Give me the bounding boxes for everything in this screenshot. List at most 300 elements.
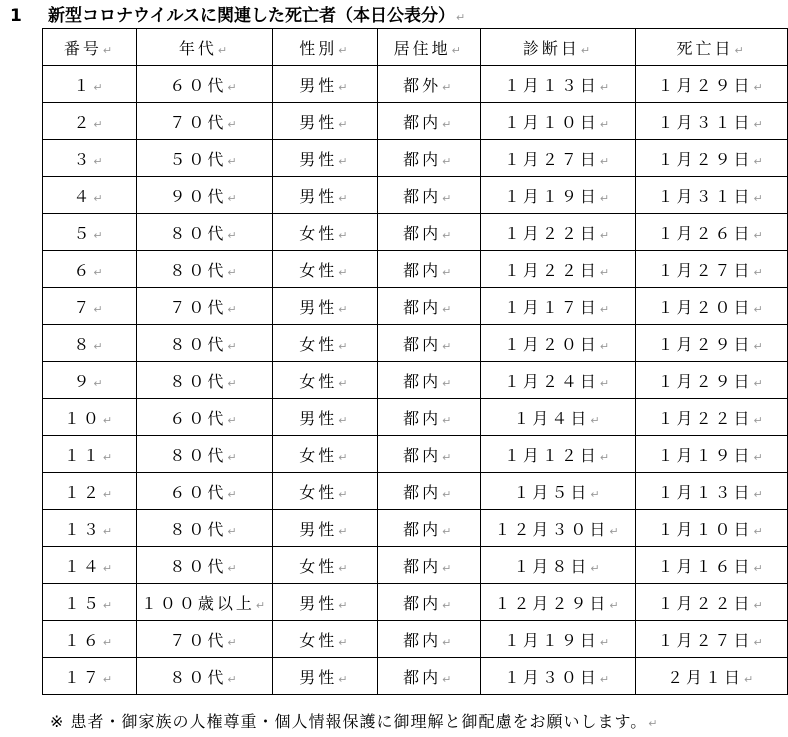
cell-mark-icon: ↵ bbox=[442, 672, 455, 686]
cell-value: 都内 bbox=[403, 149, 442, 169]
cell-mark-icon: ↵ bbox=[580, 43, 594, 57]
cell-sex bbox=[273, 510, 378, 547]
table-row bbox=[43, 436, 788, 473]
cell-mark-icon: ↵ bbox=[338, 265, 351, 279]
cell-mark-icon: ↵ bbox=[442, 154, 455, 168]
cell-diagnosis-date bbox=[480, 473, 635, 510]
cell-value: ２ bbox=[73, 112, 93, 132]
table-row bbox=[43, 510, 788, 547]
cell-mark-icon: ↵ bbox=[753, 635, 766, 649]
cell-value: 都内 bbox=[403, 667, 442, 687]
column-header-age-group bbox=[136, 29, 272, 66]
cell-value: 女性 bbox=[299, 371, 338, 391]
cell-value: 都内 bbox=[403, 297, 442, 317]
cell-value: １月２９日 bbox=[657, 371, 753, 391]
cell-value: １月１９日 bbox=[503, 186, 599, 206]
cell-sex bbox=[273, 547, 378, 584]
cell-mark-icon: ↵ bbox=[93, 80, 106, 94]
cell-age-group bbox=[136, 473, 272, 510]
column-header-death-date bbox=[636, 29, 788, 66]
cell-sex bbox=[273, 584, 378, 621]
cell-mark-icon: ↵ bbox=[442, 635, 455, 649]
cell-sex bbox=[273, 288, 378, 325]
cell-diagnosis-date bbox=[480, 288, 635, 325]
column-header-label: 死亡日 bbox=[676, 38, 734, 58]
cell-mark-icon: ↵ bbox=[338, 561, 351, 575]
cell-value: １月２２日 bbox=[503, 223, 599, 243]
cell-value: ８０代 bbox=[169, 334, 227, 354]
cell-death-date bbox=[636, 103, 788, 140]
cell-sex bbox=[273, 658, 378, 695]
cell-number bbox=[43, 177, 137, 214]
cell-value: ９０代 bbox=[169, 186, 227, 206]
cell-mark-icon: ↵ bbox=[753, 154, 766, 168]
header-row bbox=[43, 29, 788, 66]
cell-value: ５０代 bbox=[169, 149, 227, 169]
cell-value: 男性 bbox=[299, 593, 338, 613]
cell-diagnosis-date bbox=[480, 325, 635, 362]
column-header-residence bbox=[377, 29, 480, 66]
cell-mark-icon: ↵ bbox=[753, 191, 766, 205]
cell-value: １２月３０日 bbox=[494, 519, 609, 539]
cell-value: １４ bbox=[63, 556, 102, 576]
cell-value: ５ bbox=[73, 223, 93, 243]
cell-mark-icon: ↵ bbox=[753, 487, 766, 501]
cell-diagnosis-date bbox=[480, 362, 635, 399]
column-header-label: 居住地 bbox=[393, 38, 451, 58]
cell-value: １７ bbox=[63, 667, 102, 687]
cell-value: ２月１日 bbox=[666, 667, 743, 687]
column-header-sex bbox=[273, 29, 378, 66]
cell-mark-icon: ↵ bbox=[743, 672, 757, 686]
cell-sex bbox=[273, 473, 378, 510]
cell-mark-icon: ↵ bbox=[227, 376, 240, 390]
cell-value: １月１２日 bbox=[503, 445, 599, 465]
cell-value: １月１６日 bbox=[657, 556, 753, 576]
cell-mark-icon: ↵ bbox=[753, 80, 766, 94]
cell-sex bbox=[273, 251, 378, 288]
cell-mark-icon: ↵ bbox=[609, 524, 622, 538]
cell-value: １０ bbox=[63, 408, 102, 428]
cell-mark-icon: ↵ bbox=[102, 672, 116, 686]
cell-mark-icon: ↵ bbox=[753, 450, 766, 464]
cell-mark-icon: ↵ bbox=[338, 80, 351, 94]
cell-mark-icon: ↵ bbox=[93, 228, 106, 242]
cell-value: 都内 bbox=[403, 593, 442, 613]
cell-death-date bbox=[636, 584, 788, 621]
column-header-diagnosis-date bbox=[480, 29, 635, 66]
table-row bbox=[43, 66, 788, 103]
cell-mark-icon: ↵ bbox=[590, 561, 603, 575]
cell-mark-icon: ↵ bbox=[227, 191, 240, 205]
cell-mark-icon: ↵ bbox=[753, 302, 766, 316]
cell-mark-icon: ↵ bbox=[442, 524, 455, 538]
cell-value: 都内 bbox=[403, 371, 442, 391]
cell-mark-icon: ↵ bbox=[338, 635, 351, 649]
privacy-note-text: ※ 患者・御家族の人権尊重・個人情報保護に御理解と御配慮をお願いします。 bbox=[50, 712, 648, 731]
cell-value: 男性 bbox=[299, 186, 338, 206]
cell-death-date bbox=[636, 66, 788, 103]
cell-age-group bbox=[136, 288, 272, 325]
cell-value: ７０代 bbox=[169, 630, 227, 650]
cell-mark-icon: ↵ bbox=[442, 117, 455, 131]
cell-value: ６０代 bbox=[169, 408, 227, 428]
paragraph-mark-icon: ↵ bbox=[455, 11, 466, 24]
cell-diagnosis-date bbox=[480, 251, 635, 288]
cell-value: １ bbox=[73, 75, 93, 95]
cell-mark-icon: ↵ bbox=[255, 598, 269, 612]
cell-mark-icon: ↵ bbox=[338, 524, 351, 538]
cell-mark-icon: ↵ bbox=[442, 413, 455, 427]
cell-value: 都内 bbox=[403, 556, 442, 576]
cell-value: １３ bbox=[63, 519, 102, 539]
cell-mark-icon: ↵ bbox=[442, 487, 455, 501]
cell-value: １月１９日 bbox=[657, 445, 753, 465]
cell-mark-icon: ↵ bbox=[599, 376, 613, 390]
cell-value: １月３１日 bbox=[657, 186, 753, 206]
cell-mark-icon: ↵ bbox=[753, 561, 766, 575]
cell-residence bbox=[377, 621, 480, 658]
cell-value: ８０代 bbox=[169, 556, 227, 576]
cell-number bbox=[43, 362, 137, 399]
table-row bbox=[43, 362, 788, 399]
cell-number bbox=[43, 621, 137, 658]
cell-mark-icon: ↵ bbox=[338, 154, 351, 168]
cell-value: ６０代 bbox=[169, 482, 227, 502]
cell-mark-icon: ↵ bbox=[227, 117, 240, 131]
cell-value: 都内 bbox=[403, 630, 442, 650]
cell-mark-icon: ↵ bbox=[217, 43, 231, 57]
cell-value: ７０代 bbox=[169, 297, 227, 317]
cell-value: １月２４日 bbox=[503, 371, 599, 391]
cell-residence bbox=[377, 214, 480, 251]
cell-age-group bbox=[136, 140, 272, 177]
cell-value: 女性 bbox=[299, 482, 338, 502]
cell-value: ６ bbox=[73, 260, 93, 280]
cell-residence bbox=[377, 177, 480, 214]
cell-number bbox=[43, 510, 137, 547]
cell-value: １６ bbox=[63, 630, 102, 650]
cell-value: ８０代 bbox=[169, 667, 227, 687]
cell-death-date bbox=[636, 362, 788, 399]
cell-death-date bbox=[636, 621, 788, 658]
cell-mark-icon: ↵ bbox=[753, 265, 766, 279]
paragraph-mark-icon: ↵ bbox=[648, 717, 659, 730]
cell-mark-icon: ↵ bbox=[227, 80, 240, 94]
cell-diagnosis-date bbox=[480, 436, 635, 473]
cell-sex bbox=[273, 399, 378, 436]
cell-mark-icon: ↵ bbox=[338, 450, 351, 464]
cell-mark-icon: ↵ bbox=[599, 450, 613, 464]
cell-number bbox=[43, 140, 137, 177]
cell-value: ８０代 bbox=[169, 260, 227, 280]
cell-number bbox=[43, 473, 137, 510]
cell-value: １１ bbox=[63, 445, 102, 465]
cell-value: 都内 bbox=[403, 519, 442, 539]
cell-value: １月８日 bbox=[513, 556, 590, 576]
cell-value: ８０代 bbox=[169, 445, 227, 465]
cell-mark-icon: ↵ bbox=[102, 43, 116, 57]
cell-mark-icon: ↵ bbox=[338, 672, 351, 686]
cell-value: １月５日 bbox=[513, 482, 590, 502]
table-body bbox=[43, 66, 788, 695]
cell-value: 都内 bbox=[403, 260, 442, 280]
cell-mark-icon: ↵ bbox=[599, 635, 613, 649]
cell-age-group bbox=[136, 214, 272, 251]
cell-value: 女性 bbox=[299, 334, 338, 354]
cell-residence bbox=[377, 140, 480, 177]
cell-value: １月２２日 bbox=[657, 593, 753, 613]
cell-value: １月２２日 bbox=[657, 408, 753, 428]
cell-value: 都内 bbox=[403, 445, 442, 465]
cell-mark-icon: ↵ bbox=[102, 598, 116, 612]
cell-mark-icon: ↵ bbox=[102, 413, 116, 427]
cell-value: １００歳以上 bbox=[140, 593, 255, 613]
cell-value: 女性 bbox=[299, 556, 338, 576]
cell-value: １月１３日 bbox=[657, 482, 753, 502]
cell-sex bbox=[273, 362, 378, 399]
cell-sex bbox=[273, 177, 378, 214]
cell-value: 都内 bbox=[403, 223, 442, 243]
cell-value: １月２７日 bbox=[657, 260, 753, 280]
cell-value: ８０代 bbox=[169, 223, 227, 243]
cell-mark-icon: ↵ bbox=[442, 376, 455, 390]
cell-death-date bbox=[636, 473, 788, 510]
cell-mark-icon: ↵ bbox=[442, 450, 455, 464]
cell-death-date bbox=[636, 510, 788, 547]
cell-mark-icon: ↵ bbox=[102, 524, 116, 538]
table-row bbox=[43, 399, 788, 436]
cell-mark-icon: ↵ bbox=[590, 413, 603, 427]
cell-value: ８ bbox=[73, 334, 93, 354]
cell-value: １月４日 bbox=[513, 408, 590, 428]
cell-mark-icon: ↵ bbox=[753, 376, 766, 390]
cell-death-date bbox=[636, 325, 788, 362]
cell-mark-icon: ↵ bbox=[599, 191, 613, 205]
cell-number bbox=[43, 325, 137, 362]
cell-mark-icon: ↵ bbox=[599, 154, 613, 168]
cell-value: ９ bbox=[73, 371, 93, 391]
cell-mark-icon: ↵ bbox=[442, 191, 455, 205]
cell-value: １月１９日 bbox=[503, 630, 599, 650]
cell-value: １月２７日 bbox=[503, 149, 599, 169]
cell-value: 女性 bbox=[299, 445, 338, 465]
cell-mark-icon: ↵ bbox=[338, 302, 351, 316]
cell-value: １月１７日 bbox=[503, 297, 599, 317]
cell-residence bbox=[377, 325, 480, 362]
cell-residence bbox=[377, 473, 480, 510]
cell-value: １２ bbox=[63, 482, 102, 502]
table-row bbox=[43, 473, 788, 510]
cell-number bbox=[43, 399, 137, 436]
cell-death-date bbox=[636, 251, 788, 288]
cell-mark-icon: ↵ bbox=[93, 376, 106, 390]
cell-residence bbox=[377, 103, 480, 140]
cell-mark-icon: ↵ bbox=[599, 672, 613, 686]
cell-mark-icon: ↵ bbox=[442, 561, 455, 575]
cell-diagnosis-date bbox=[480, 103, 635, 140]
cell-mark-icon: ↵ bbox=[102, 487, 116, 501]
table-row bbox=[43, 621, 788, 658]
cell-residence bbox=[377, 510, 480, 547]
cell-value: 男性 bbox=[299, 297, 338, 317]
cell-value: １月２０日 bbox=[503, 334, 599, 354]
cell-mark-icon: ↵ bbox=[753, 524, 766, 538]
cell-diagnosis-date bbox=[480, 140, 635, 177]
cell-mark-icon: ↵ bbox=[442, 302, 455, 316]
cell-mark-icon: ↵ bbox=[227, 635, 240, 649]
cell-number bbox=[43, 547, 137, 584]
cell-residence bbox=[377, 584, 480, 621]
column-header-number bbox=[43, 29, 137, 66]
cell-diagnosis-date bbox=[480, 66, 635, 103]
cell-residence bbox=[377, 362, 480, 399]
cell-death-date bbox=[636, 658, 788, 695]
cell-residence bbox=[377, 436, 480, 473]
cell-age-group bbox=[136, 251, 272, 288]
cell-mark-icon: ↵ bbox=[599, 80, 613, 94]
cell-mark-icon: ↵ bbox=[227, 265, 240, 279]
cell-mark-icon: ↵ bbox=[338, 413, 351, 427]
cell-mark-icon: ↵ bbox=[338, 487, 351, 501]
cell-value: 男性 bbox=[299, 112, 338, 132]
cell-mark-icon: ↵ bbox=[338, 43, 351, 57]
cell-mark-icon: ↵ bbox=[338, 191, 351, 205]
cell-residence bbox=[377, 288, 480, 325]
table-row bbox=[43, 325, 788, 362]
table-row bbox=[43, 214, 788, 251]
cell-age-group bbox=[136, 547, 272, 584]
cell-mark-icon: ↵ bbox=[93, 154, 106, 168]
table-header bbox=[43, 29, 788, 66]
cell-death-date bbox=[636, 140, 788, 177]
table-row bbox=[43, 288, 788, 325]
cell-mark-icon: ↵ bbox=[442, 339, 455, 353]
cell-death-date bbox=[636, 399, 788, 436]
cell-sex bbox=[273, 621, 378, 658]
cell-mark-icon: ↵ bbox=[599, 117, 613, 131]
cell-value: １月２６日 bbox=[657, 223, 753, 243]
column-header-label: 診断日 bbox=[522, 38, 580, 58]
cell-value: 都内 bbox=[403, 482, 442, 502]
table-row bbox=[43, 103, 788, 140]
cell-sex bbox=[273, 325, 378, 362]
cell-mark-icon: ↵ bbox=[442, 228, 455, 242]
cell-value: ４ bbox=[73, 186, 93, 206]
cell-sex bbox=[273, 66, 378, 103]
cell-death-date bbox=[636, 547, 788, 584]
cell-value: １５ bbox=[63, 593, 102, 613]
cell-mark-icon: ↵ bbox=[599, 339, 613, 353]
cell-value: １月２２日 bbox=[503, 260, 599, 280]
cell-value: 男性 bbox=[299, 408, 338, 428]
cell-death-date bbox=[636, 177, 788, 214]
section-number: 1 bbox=[10, 6, 22, 26]
cell-age-group bbox=[136, 66, 272, 103]
cell-age-group bbox=[136, 177, 272, 214]
cell-age-group bbox=[136, 325, 272, 362]
cell-value: １月２９日 bbox=[657, 334, 753, 354]
cell-value: １月１０日 bbox=[503, 112, 599, 132]
cell-value: ３ bbox=[73, 149, 93, 169]
cell-diagnosis-date bbox=[480, 621, 635, 658]
cell-mark-icon: ↵ bbox=[93, 339, 106, 353]
cell-number bbox=[43, 658, 137, 695]
cell-mark-icon: ↵ bbox=[451, 43, 464, 57]
cell-mark-icon: ↵ bbox=[227, 339, 240, 353]
cell-mark-icon: ↵ bbox=[442, 80, 455, 94]
cell-number bbox=[43, 436, 137, 473]
cell-mark-icon: ↵ bbox=[734, 43, 747, 57]
cell-age-group bbox=[136, 362, 272, 399]
section-title: 新型コロナウイルスに関連した死亡者（本日公表分） bbox=[48, 6, 455, 26]
cell-mark-icon: ↵ bbox=[227, 228, 240, 242]
table-row bbox=[43, 584, 788, 621]
deaths-table bbox=[42, 28, 788, 695]
column-header-label: 性別 bbox=[299, 38, 338, 58]
cell-value: ８０代 bbox=[169, 519, 227, 539]
cell-value: 都内 bbox=[403, 334, 442, 354]
cell-value: １月１３日 bbox=[503, 75, 599, 95]
cell-value: １月２７日 bbox=[657, 630, 753, 650]
cell-mark-icon: ↵ bbox=[93, 302, 106, 316]
cell-value: １月３０日 bbox=[503, 667, 599, 687]
cell-mark-icon: ↵ bbox=[753, 228, 766, 242]
cell-value: ７０代 bbox=[169, 112, 227, 132]
cell-number bbox=[43, 66, 137, 103]
cell-value: 女性 bbox=[299, 630, 338, 650]
cell-mark-icon: ↵ bbox=[338, 598, 351, 612]
cell-diagnosis-date bbox=[480, 547, 635, 584]
cell-value: 都内 bbox=[403, 112, 442, 132]
cell-value: １月３１日 bbox=[657, 112, 753, 132]
cell-value: １月２０日 bbox=[657, 297, 753, 317]
cell-value: 男性 bbox=[299, 667, 338, 687]
cell-number bbox=[43, 288, 137, 325]
cell-mark-icon: ↵ bbox=[338, 117, 351, 131]
cell-value: 男性 bbox=[299, 519, 338, 539]
cell-mark-icon: ↵ bbox=[338, 376, 351, 390]
cell-mark-icon: ↵ bbox=[338, 339, 351, 353]
cell-mark-icon: ↵ bbox=[227, 524, 240, 538]
cell-number bbox=[43, 214, 137, 251]
cell-value: 男性 bbox=[299, 75, 338, 95]
cell-mark-icon: ↵ bbox=[599, 265, 613, 279]
cell-value: １月２９日 bbox=[657, 149, 753, 169]
table-row bbox=[43, 140, 788, 177]
cell-mark-icon: ↵ bbox=[753, 413, 766, 427]
cell-mark-icon: ↵ bbox=[102, 635, 116, 649]
cell-residence bbox=[377, 66, 480, 103]
cell-mark-icon: ↵ bbox=[753, 598, 766, 612]
table-row bbox=[43, 658, 788, 695]
cell-death-date bbox=[636, 288, 788, 325]
cell-age-group bbox=[136, 103, 272, 140]
cell-age-group bbox=[136, 510, 272, 547]
cell-value: 都内 bbox=[403, 408, 442, 428]
cell-death-date bbox=[636, 436, 788, 473]
cell-residence bbox=[377, 251, 480, 288]
cell-age-group bbox=[136, 621, 272, 658]
cell-mark-icon: ↵ bbox=[753, 117, 766, 131]
column-header-label: 番号 bbox=[63, 38, 102, 58]
cell-diagnosis-date bbox=[480, 584, 635, 621]
cell-number bbox=[43, 584, 137, 621]
cell-mark-icon: ↵ bbox=[590, 487, 603, 501]
table-row bbox=[43, 547, 788, 584]
cell-mark-icon: ↵ bbox=[753, 339, 766, 353]
cell-mark-icon: ↵ bbox=[609, 598, 622, 612]
